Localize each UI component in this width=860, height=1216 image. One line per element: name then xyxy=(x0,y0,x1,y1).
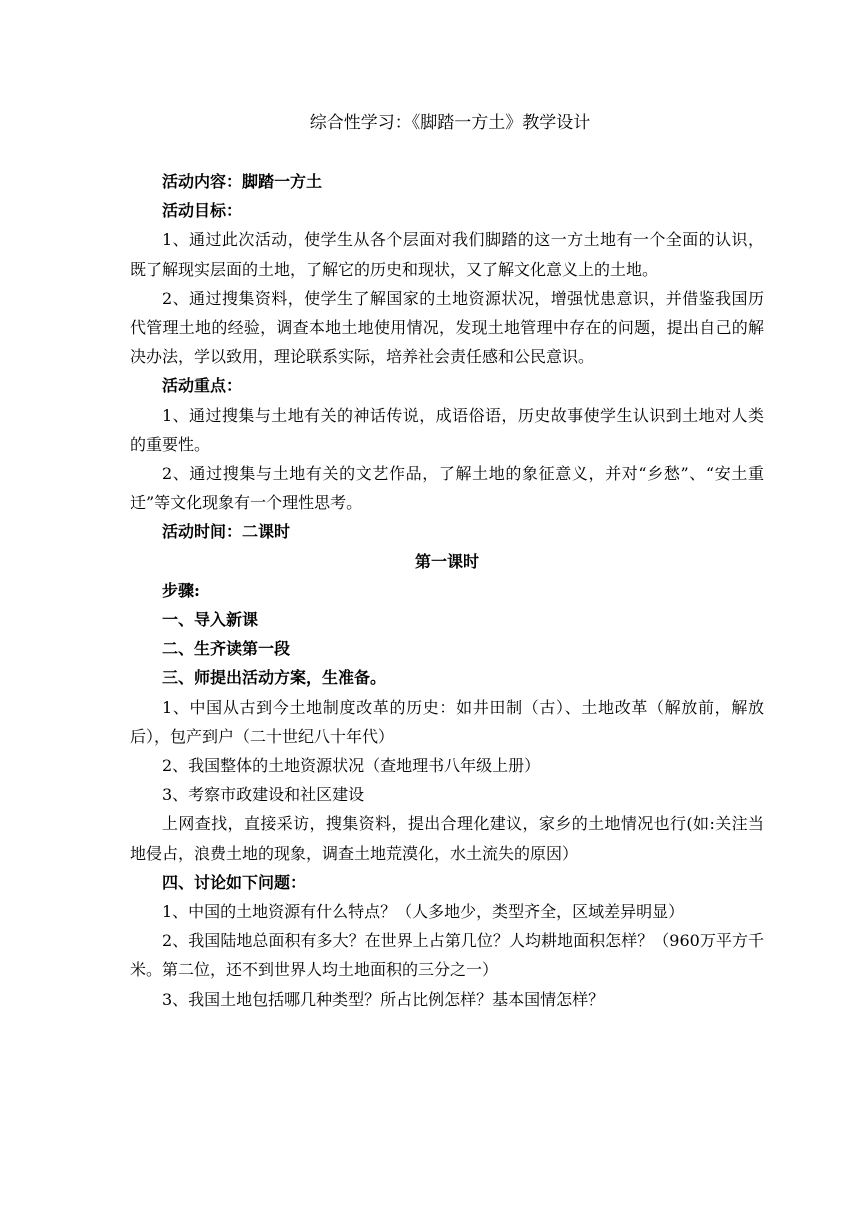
paragraph: 1、通过此次活动，使学生从各个层面对我们脚踏的这一方土地有一个全面的认识，既了解现实层面的土地，了解它的历史和现状，又了解文化意义上的土地。 xyxy=(130,230,764,279)
paragraph: 2、我国陆地总面积有多大？在世界上占第几位？人均耕地面积怎样？（960万平方千米。第二位，还不到世界人均土地面积的三分之一） xyxy=(130,931,764,980)
paragraph: 2、我国整体的土地资源状况（查地理书八年级上册） xyxy=(162,756,541,776)
heading-activity-focus: 活动重点： xyxy=(162,376,243,396)
paragraph: 3、我国土地包括哪几种类型？所占比例怎样？基本国情怎样？ xyxy=(162,989,605,1009)
paragraph: 2、通过搜集与土地有关的文艺作品，了解土地的象征意义，并对“乡愁”、“安土重迁”等文化现象有一个理性思考。 xyxy=(130,464,764,513)
document-body xyxy=(130,167,764,1014)
paragraph: 1、中国的土地资源有什么特点？（人多地少，类型齐全，区域差异明显） xyxy=(162,902,685,922)
paragraph: 3、考察市政建设和社区建设 xyxy=(162,785,365,805)
heading-step-2: 二、生齐读第一段 xyxy=(162,639,291,659)
paragraph: 1、中国从古到今土地制度改革的历史：如井田制（古）、土地改革（解放前，解放后），包产到户（二十世纪八十年代） xyxy=(130,697,764,746)
paragraph: 上网查找，直接采访，搜集资料，提出合理化建议，家乡的土地情况也行(如:关注当地侵占，浪费土地的现象，调查土地荒漠化，水土流失的原因） xyxy=(130,814,764,863)
section-title-first-lesson: 第一课时 xyxy=(414,551,479,571)
heading-step-3: 三、师提出活动方案，生准备。 xyxy=(162,668,387,688)
heading-steps: 步骤: xyxy=(162,580,200,600)
heading-activity-time: 活动时间：二课时 xyxy=(162,522,291,542)
paragraph: 2、通过搜集资料，使学生了解国家的土地资源状况，增强忧患意识，并借鉴我国历代管理土地的经验，调查本地土地使用情况，发现土地管理中存在的问题，提出自己的解决办法，学以致用，理论联系实际，培养社会责任感和公民意识。 xyxy=(130,288,764,367)
paragraph: 1、通过搜集与土地有关的神话传说，成语俗语，历史故事使学生认识到土地对人类的重要性。 xyxy=(130,405,764,454)
heading-activity-content: 活动内容：脚踏一方土 xyxy=(162,172,323,191)
heading-step-4: 四、讨论如下问题： xyxy=(162,872,307,892)
heading-activity-goals: 活动目标： xyxy=(162,201,243,221)
page-title: 综合性学习：《脚踏一方土》教学设计 xyxy=(309,113,591,133)
heading-step-1: 一、导入新课 xyxy=(162,610,259,630)
